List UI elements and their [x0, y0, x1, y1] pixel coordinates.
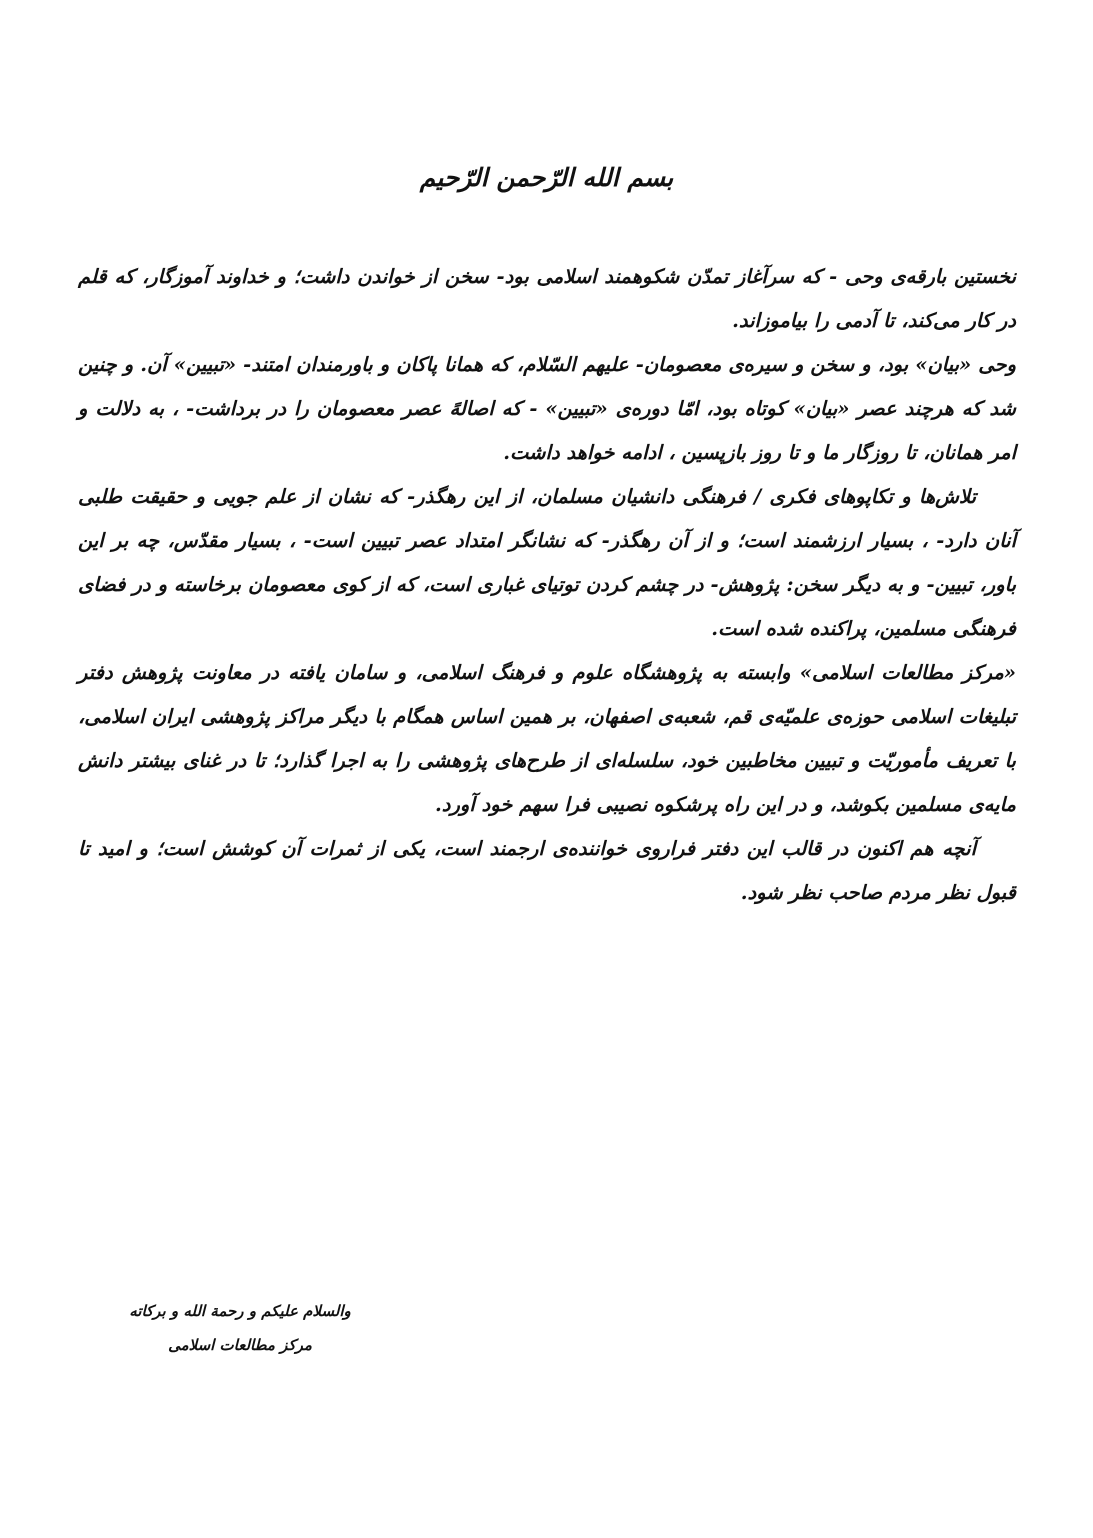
closing-block	[115, 1294, 365, 1362]
closing-salutation: والسلام علیکم و رحمة الله و برکاته	[129, 1302, 351, 1320]
paragraph-2: وحی «بیان» بود، و سخن و سیره‌ی معصومان- علیهم السّلام، که همانا پاکان و باورمندان امتند- «تبیین» آن. و چنین شد که هرچند عصر «بیان» کوتاه بود، امّا دوره‌ی «تبیین» - که اصالهً عصر معصومان را در برداشت- ، به دلالت و امر همانان، تا روزگار ما و تا روز بازپسین ، ادامه خواهد داشت.	[78, 353, 1016, 464]
basmala-heading: بسم الله الرّحمن الرّحیم	[419, 163, 674, 192]
paragraph-3: تلاش‌ها و تکاپوهای فکری / فرهنگی دانشیان مسلمان، از این رهگذر- که نشان از علم جویی و حقیقت طلبی آنان دارد- ، بسیار ارزشمند است؛ و از آن رهگذر- که نشانگر امتداد عصر تبیین است- ، بسیار مقدّس، چه بر این باور، تبیین- و به دیگر سخن: پژوهش- در چشم کردن توتیای غباری است، که از کوی معصومان برخاسته و در فضای فرهنگی مسلمین، پراکنده شده است.	[78, 485, 1016, 640]
document-body	[78, 255, 1016, 915]
paragraph-5: آنچه هم اکنون در قالب این دفتر فراروی خواننده‌ی ارجمند است، یکی از ثمرات آن کوشش است؛ و امید تا قبول نظر مردم صاحب نظر شود.	[78, 837, 1016, 904]
paragraph-4: «مرکز مطالعات اسلامی» وابسته به پژوهشگاه علوم و فرهنگ اسلامی، و سامان یافته در معاونت پژوهش دفتر تبلیغات اسلامی حوزه‌ی علمیّه‌ی قم، شعبه‌ی اصفهان، بر همین اساس همگام با دیگر مراکز پژوهشی ایران اسلامی، با تعریف مأموریّت و تبیین مخاطبین خود، سلسله‌ای از طرح‌های پژوهشی را به اجرا گذارد؛ تا در غنای بیشتر دانش مایه‌ی مسلمین بکوشد، و در این راه پرشکوه نصیبی فرا سهم خود آورد.	[78, 661, 1016, 816]
closing-signature: مرکز مطالعات اسلامی	[168, 1336, 312, 1354]
paragraph-1: نخستین بارقه‌ی وحی - که سرآغاز تمدّن شکوهمند اسلامی بود- سخن از خواندن داشت؛ و خداوند آموزگار، که قلم در کار می‌کند، تا آدمی را بیاموزاند.	[78, 265, 1016, 332]
